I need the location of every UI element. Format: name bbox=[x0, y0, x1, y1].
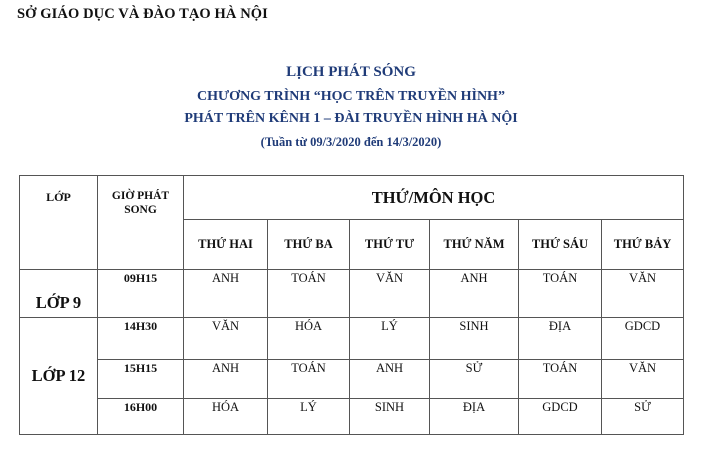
subject-cell: LÝ bbox=[350, 318, 430, 360]
broadcast-time: 16H00 bbox=[98, 399, 184, 435]
subject-cell: ĐỊA bbox=[430, 399, 519, 435]
organization-name: SỞ GIÁO DỤC VÀ ĐÀO TẠO HÀ NỘI bbox=[17, 6, 268, 22]
table-header-row bbox=[20, 176, 684, 220]
day-header: THỨ HAI bbox=[184, 220, 268, 270]
subject-cell: TOÁN bbox=[519, 360, 602, 399]
subject-cell: SỬ bbox=[602, 399, 684, 435]
subject-cell: ĐỊA bbox=[519, 318, 602, 360]
subject-cell: ANH bbox=[184, 360, 268, 399]
table-row bbox=[20, 360, 684, 399]
table-row bbox=[20, 318, 684, 360]
broadcast-time: 14H30 bbox=[98, 318, 184, 360]
program-name: CHƯƠNG TRÌNH “HỌC TRÊN TRUYỀN HÌNH” bbox=[197, 89, 505, 104]
day-header: THỨ TƯ bbox=[350, 220, 430, 270]
broadcast-time: 09H15 bbox=[98, 270, 184, 318]
subject-cell: SINH bbox=[350, 399, 430, 435]
grade-label: LỚP 9 bbox=[20, 270, 98, 318]
grade-label: LỚP 12 bbox=[20, 318, 98, 435]
subject-cell: SINH bbox=[430, 318, 519, 360]
subject-cell: GDCD bbox=[519, 399, 602, 435]
subject-cell: TOÁN bbox=[268, 360, 350, 399]
header-day-subject: THỨ/MÔN HỌC bbox=[184, 176, 684, 220]
subject-cell: VĂN bbox=[350, 270, 430, 318]
header-class: LỚP bbox=[20, 176, 98, 270]
channel-info: PHÁT TRÊN KÊNH 1 – ĐÀI TRUYỀN HÌNH HÀ NỘI bbox=[184, 111, 518, 126]
header-broadcast-time: GIỜ PHÁT SONG bbox=[98, 176, 184, 270]
broadcast-time: 15H15 bbox=[98, 360, 184, 399]
broadcast-schedule-table bbox=[19, 175, 684, 435]
subject-cell: LÝ bbox=[268, 399, 350, 435]
subject-cell: ANH bbox=[184, 270, 268, 318]
document-title: LỊCH PHÁT SÓNG bbox=[286, 64, 416, 80]
subject-cell: VĂN bbox=[184, 318, 268, 360]
week-range: (Tuần từ 09/3/2020 đến 14/3/2020) bbox=[260, 135, 442, 149]
subject-cell: ANH bbox=[350, 360, 430, 399]
subject-cell: HÓA bbox=[184, 399, 268, 435]
subject-cell: VĂN bbox=[602, 360, 684, 399]
subject-cell: TOÁN bbox=[519, 270, 602, 318]
subject-cell: ANH bbox=[430, 270, 519, 318]
subject-cell: VĂN bbox=[602, 270, 684, 318]
subject-cell: GDCD bbox=[602, 318, 684, 360]
table-row bbox=[20, 399, 684, 435]
day-header: THỨ BẢY bbox=[602, 220, 684, 270]
table-row bbox=[20, 270, 684, 318]
subject-cell: HÓA bbox=[268, 318, 350, 360]
subject-cell: TOÁN bbox=[268, 270, 350, 318]
day-header: THỨ SÁU bbox=[519, 220, 602, 270]
day-header: THỨ NĂM bbox=[430, 220, 519, 270]
day-header: THỨ BA bbox=[268, 220, 350, 270]
subject-cell: SỬ bbox=[430, 360, 519, 399]
